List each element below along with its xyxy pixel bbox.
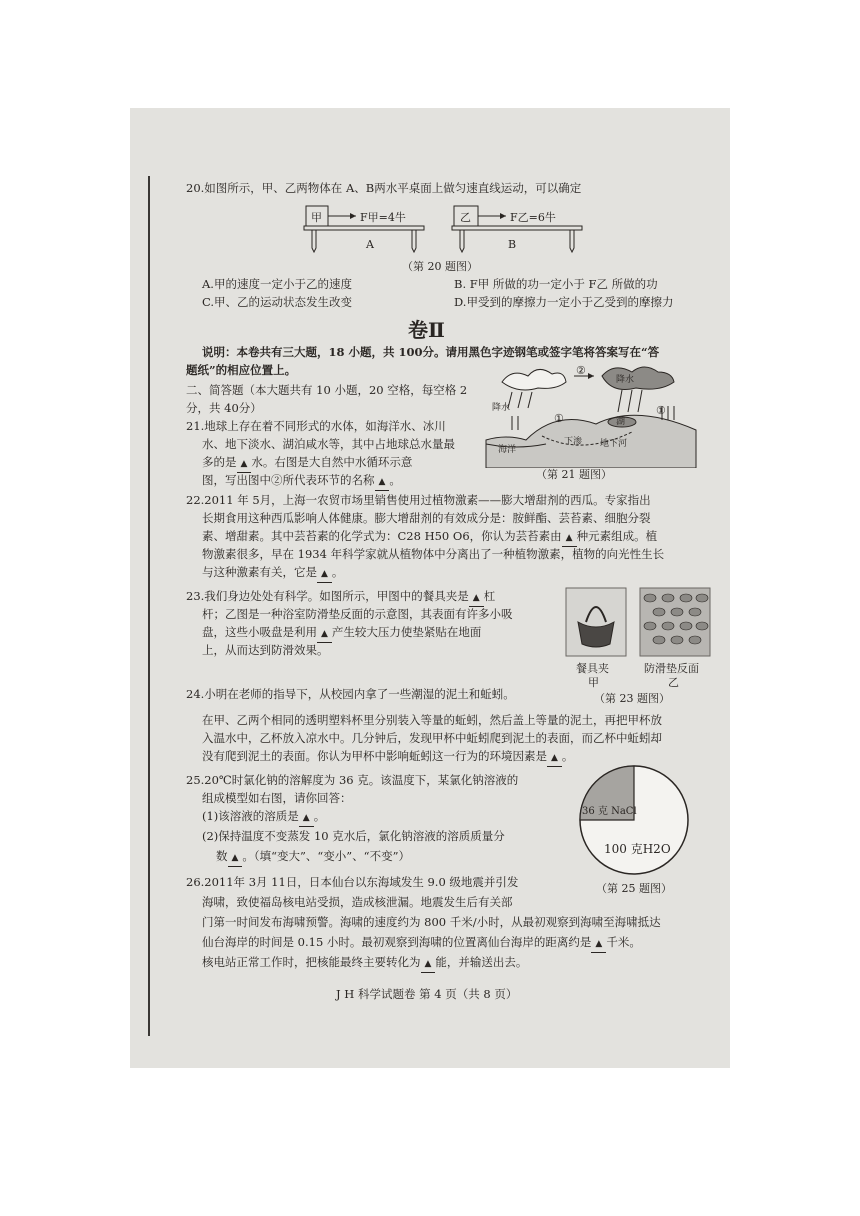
q20-stem: 20.如图所示，甲、乙两物体在 A、B两水平桌面上做匀速直线运动，可以确定 xyxy=(186,181,582,195)
q25-fig-water: 100 克H2O xyxy=(604,842,671,856)
q24-line1: 24.小明在老师的指导下，从校园内拿了一些潮湿的泥土和蚯蚓。 xyxy=(186,687,515,701)
q22-line4: 物激素很多，早在 1934 年科学家就从植物体中分离出了一种植物激素，植物的向光性生长 xyxy=(202,547,665,561)
q25-fig-nacl: 36 克 NaCl xyxy=(582,806,637,817)
q22-line3: 素、增甜素。其中芸苔素的化学式为：C28 H50 O6，你认为芸苔素由 ▲ 种元素组成。植 xyxy=(202,528,657,547)
q23-line2: 杆；乙图是一种浴室防滑垫反面的示意图，其表面有许多小吸 xyxy=(202,607,513,621)
q25-line4: (2)保持温度不变蒸发 10 克水后，氯化钠溶液的溶质质量分 xyxy=(202,829,505,843)
part2-line1: 二、简答题（本大题共有 10 小题，20 空格，每空格 2 xyxy=(186,383,468,397)
q21-line2: 水、地下淡水、湖泊咸水等，其中占地球总水量最 xyxy=(202,437,455,451)
q23-figure xyxy=(564,586,714,658)
q21-label-rain-left: 降水 xyxy=(492,403,511,413)
part2-line2: 分，共 40分） xyxy=(186,401,262,415)
q20-force-b: F乙=6牛 xyxy=(510,211,556,224)
q23-fig-a-sub: 甲 xyxy=(588,676,599,689)
q20-block-b: 乙 xyxy=(460,211,471,224)
q20-table-a: A xyxy=(366,238,374,251)
q25-line5: 数 ▲ 。（填“变大”、“变小”、“不变”） xyxy=(216,848,410,867)
q21-label-lake: 湖 xyxy=(616,417,626,427)
q25-line2: 组成模型如右图，请你回答： xyxy=(202,791,352,805)
q26-line3: 门第一时间发布海啸预警。海啸的速度约为 800 千米/小时，从最初观察到海啸至海啸抵达 xyxy=(202,915,661,929)
q22-line1: 22.2011 年 5月，上海一农贸市场里销售使用过植物激素——膨大增甜剂的西瓜。专家指出 xyxy=(186,493,651,507)
q24-line4: 没有爬到泥土的表面。你认为甲杯中影响蚯蚓这一行为的环境因素是 ▲ 。 xyxy=(202,748,573,767)
q23-caption: （第 23 题图） xyxy=(594,692,670,705)
q25-line1: 25.20℃时氯化钠的溶解度为 36 克。该温度下，某氯化钠溶液的 xyxy=(186,773,519,787)
q23-fig-b-label: 防滑垫反面 xyxy=(644,662,699,675)
q23-line4: 上，从而达到防滑效果。 xyxy=(202,643,329,657)
page-footer: J H 科学试题卷 第 4 页（共 8 页） xyxy=(336,987,518,1001)
q22-line2: 长期食用这种西瓜影响人体健康。膨大增甜剂的有效成分是：胺鲜酯、芸苔素、细胞分裂 xyxy=(202,511,651,525)
q24-line3: 入温水中，乙杯放入凉水中。几分钟后，发现甲杯中蚯蚓爬到泥土的表面，而乙杯中蚯蚓却 xyxy=(202,731,662,745)
q21-line1: 21.地球上存在着不同形式的水体，如海洋水、冰川 xyxy=(186,419,446,433)
q20-caption: （第 20 题图） xyxy=(402,260,478,273)
q26-line5: 核电站正常工作时，把核能最终主要转化为 ▲ 能，并输送出去。 xyxy=(202,954,527,973)
q26-line4: 仙台海岸的时间是 0.15 小时。最初观察到海啸的位置离仙台海岸的距离约是 ▲ 千米。 xyxy=(202,934,641,953)
q20-option-b: B. F甲 所做的功一定小于 F乙 所做的功 xyxy=(454,277,658,291)
q21-step2: ② xyxy=(576,364,586,377)
notice-line1: 说明：本卷共有三大题，18 小题，共 100分。请用黑色字迹钢笔或签字笔将答案写在“答 xyxy=(202,345,660,359)
notice-line2: 题纸”的相应位置上。 xyxy=(186,363,297,377)
q24-line2: 在甲、乙两个相同的透明塑料杯里分别装入等量的蚯蚓，然后盖上等量的泥土，再把甲杯放 xyxy=(202,713,662,727)
q26-line2: 海啸，致使福岛核电站受损，造成核泄漏。地震发生后有关部 xyxy=(202,895,513,909)
q26-line1: 26.2011年 3月 11日，日本仙台以东海域发生 9.0 级地震并引发 xyxy=(186,875,519,889)
q25-pie-figure xyxy=(576,762,692,878)
q20-force-a: F甲=4牛 xyxy=(360,211,406,224)
q25-caption: （第 25 题图） xyxy=(596,882,672,895)
q21-line4: 图，写出图中②所代表环节的名称 ▲ 。 xyxy=(202,472,401,491)
q21-step1-right: ① xyxy=(656,404,666,417)
q21-label-ocean: 海洋 xyxy=(498,445,517,455)
q23-line3: 盘，这些小吸盘是利用 ▲ 产生较大压力使垫紧贴在地面 xyxy=(202,624,481,643)
margin-rule xyxy=(148,176,150,1036)
q23-fig-a-label: 餐具夹 xyxy=(576,662,609,675)
section-title: 卷Ⅱ xyxy=(408,318,445,342)
q21-caption: （第 21 题图） xyxy=(536,468,612,481)
q20-table-b: B xyxy=(508,238,517,251)
q21-label-rain-right: 降水 xyxy=(616,375,635,385)
q22-line5: 与这种激素有关，它是 ▲ 。 xyxy=(202,564,343,583)
q23-fig-b-sub: 乙 xyxy=(668,676,679,689)
q21-label-underground: 地下河 xyxy=(600,439,628,449)
q21-line3: 多的是 ▲ 水。右图是大自然中水循环示意 xyxy=(202,454,412,473)
q25-line3: (1)该溶液的溶质是 ▲ 。 xyxy=(202,808,325,827)
exam-page xyxy=(130,108,730,1068)
q23-line1: 23.我们身边处处有科学。如图所示，甲图中的餐具夹是 ▲ 杠 xyxy=(186,588,495,607)
q21-label-seep: 下渗 xyxy=(564,437,583,447)
q21-step1-left: ① xyxy=(554,412,564,425)
q20-option-d: D.甲受到的摩擦力一定小于乙受到的摩擦力 xyxy=(454,295,674,309)
q20-block-a: 甲 xyxy=(311,211,322,224)
q20-option-a: A.甲的速度一定小于乙的速度 xyxy=(202,277,352,291)
q20-option-c: C.甲、乙的运动状态发生改变 xyxy=(202,295,353,309)
